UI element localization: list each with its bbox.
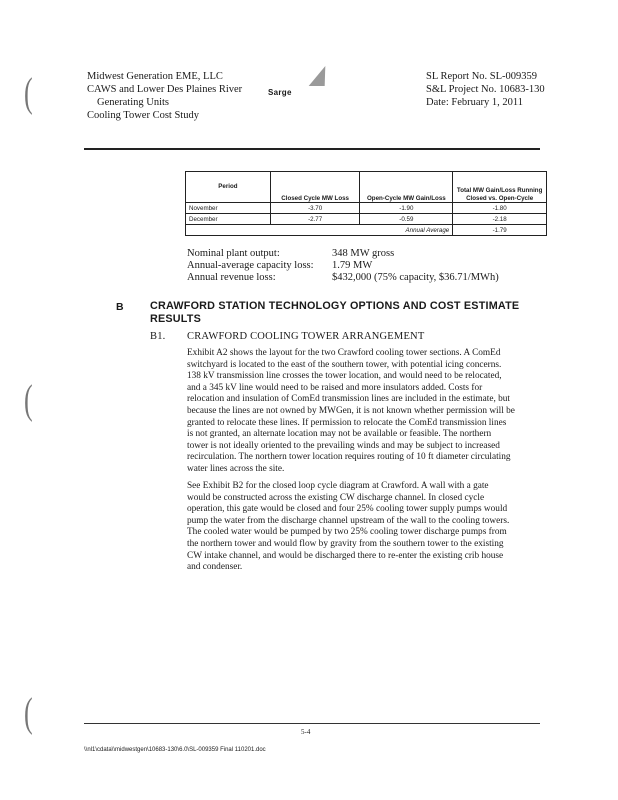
mw-loss-table xyxy=(185,171,547,236)
header-study: Cooling Tower Cost Study xyxy=(87,110,199,121)
paragraph-line: Exhibit A2 shows the layout for the two Crawford cooling tower sections. A ComEd xyxy=(187,348,501,358)
logo-mark-icon xyxy=(309,66,336,86)
punch-hole-mark-middle: ( xyxy=(24,376,33,423)
summary-row-revenue xyxy=(187,272,567,284)
paragraph-line: relocation and insulation of ComEd transmission lines are included in the estimate, but xyxy=(187,394,510,405)
paragraph-closed-loop xyxy=(187,481,605,574)
summary-value: 1.79 MW xyxy=(332,260,373,271)
paragraph-line: recirculation. The northern tower location requires routing of 10 ft diameter circulating xyxy=(187,452,511,463)
table-row xyxy=(186,214,547,225)
cell-open: -0.59 xyxy=(360,214,453,225)
header-date: Date: February 1, 2011 xyxy=(426,97,524,108)
summary-block xyxy=(187,248,567,288)
summary-label: Annual-average capacity loss: xyxy=(187,260,314,271)
paragraph-line: the northern tower and would flow by gravity from the southern tower to the existing xyxy=(187,538,504,549)
paragraph-line: See Exhibit B2 for the closed loop cycle diagram at Crawford. A wall with a gate xyxy=(187,481,489,491)
punch-hole-mark-top: ( xyxy=(24,69,33,116)
header-project: CAWS and Lower Des Plaines River xyxy=(87,84,243,95)
subsection-number: B1. xyxy=(150,331,166,342)
col-header-period: Period xyxy=(186,172,271,203)
subsection-title: CRAWFORD COOLING TOWER ARRANGEMENT xyxy=(187,331,425,342)
section-letter: B xyxy=(116,301,124,313)
summary-value: $432,000 (75% capacity, $36.71/MWh) xyxy=(332,272,499,283)
paragraph-line: The cooled water would be pumped by two 25% cooling tower discharge pumps from xyxy=(187,527,507,538)
paragraph-line: and a 345 kV line would need to be raised and more insulators added. Costs for xyxy=(187,382,483,393)
paragraph-line: CW intake channel, and would be discharged there to re-enter the existing crib house xyxy=(187,550,504,561)
header-units: Generating Units xyxy=(97,97,170,108)
table-header-row xyxy=(186,172,547,203)
col-header-closed-cycle: Closed Cycle MW Loss xyxy=(270,172,360,203)
header-project-number: S&L Project No. 10683-130 xyxy=(426,84,545,95)
paragraph-line: granted to relocate these lines. If permission to relocate the ComEd transmission lines xyxy=(187,417,507,428)
paragraph-line: switchyard is located to the east of the southern tower, with potential icing concerns. xyxy=(187,359,502,370)
punch-hole-mark-bottom: ( xyxy=(24,689,33,736)
section-title-line: RESULTS xyxy=(150,313,201,325)
paragraph-line: operation, this gate would be closed and four 25% cooling tower supply pumps would xyxy=(187,504,508,515)
header-right xyxy=(426,70,545,109)
header-company: Midwest Generation EME, LLC xyxy=(87,71,223,82)
section-title xyxy=(150,300,570,326)
header-left xyxy=(87,70,242,122)
cell-period: November xyxy=(186,203,271,214)
paragraph-line: tower is not ideally oriented to the prevailing winds and may be subject to increased xyxy=(187,440,500,451)
header-report-number: SL Report No. SL-009359 xyxy=(426,71,538,82)
summary-row-output xyxy=(187,248,567,260)
paragraph-line: pump the water from the discharge channel upstream of the wall to the cooling towers. xyxy=(187,515,510,526)
cell-open: -1.90 xyxy=(360,203,453,214)
cell-closed: -3.70 xyxy=(270,203,360,214)
col-header-open-cycle: Open-Cycle MW Gain/Loss xyxy=(360,172,453,203)
cell-period: December xyxy=(186,214,271,225)
cell-average-value: -1.79 xyxy=(453,225,547,236)
footer-rule xyxy=(84,723,540,724)
cell-average-label: Annual Average xyxy=(360,225,453,236)
paragraph-tower-arrangement xyxy=(187,348,605,476)
summary-label: Nominal plant output: xyxy=(187,248,280,259)
cell-empty xyxy=(186,225,360,236)
cell-total: -2.18 xyxy=(453,214,547,225)
paragraph-line: water lines across the site. xyxy=(187,463,285,474)
table-row xyxy=(186,203,547,214)
section-title-line: CRAWFORD STATION TECHNOLOGY OPTIONS AND COST ESTIMATE xyxy=(150,300,520,312)
footer-file-path: \\nl1\cdata\\midwestgen\10683-130\6.0\SL-009359 Final 110201.doc xyxy=(84,747,266,753)
logo-text: Sarge xyxy=(268,88,292,97)
paragraph-line: and condenser. xyxy=(187,562,243,573)
cell-closed: -2.77 xyxy=(270,214,360,225)
summary-label: Annual revenue loss: xyxy=(187,272,276,283)
paragraph-line: is not granted, an alternate location may not be available or feasible. The northern xyxy=(187,429,492,440)
cell-total: -1.80 xyxy=(453,203,547,214)
summary-value: 348 MW gross xyxy=(332,248,395,259)
header-rule xyxy=(84,148,540,150)
logo xyxy=(268,66,328,106)
table-average-row xyxy=(186,225,547,236)
summary-row-capacity xyxy=(187,260,567,272)
col-header-total: Total MW Gain/Loss Running Closed vs. Open-Cycle xyxy=(453,172,547,203)
page-number: 5-4 xyxy=(301,728,311,736)
paragraph-line: because the lines are not owned by MWGen, it is not known whether permission will be xyxy=(187,405,515,416)
paragraph-line: would be constructed across the existing CW discharge channel. In closed cycle xyxy=(187,492,485,503)
paragraph-line: 138 kV transmission line crosses the tower location, and would need to be relocated, xyxy=(187,371,502,382)
